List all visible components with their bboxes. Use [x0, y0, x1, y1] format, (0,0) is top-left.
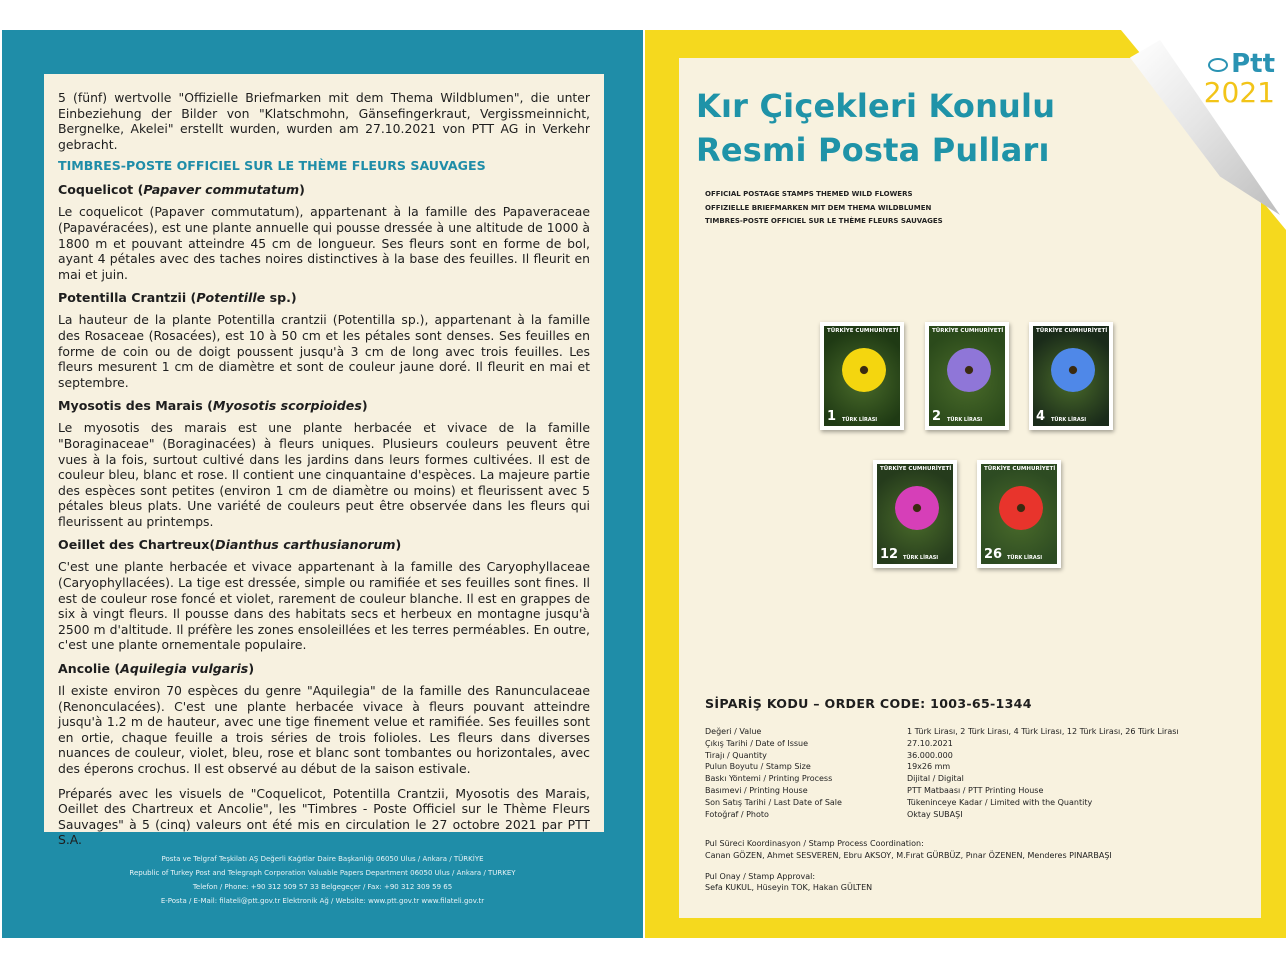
publisher-footer — [2, 852, 643, 908]
approval-label: Pul Onay / Stamp Approval: — [705, 871, 816, 881]
left-text-panel — [44, 74, 604, 848]
section-title-myosotis: Myosotis des Marais (Myosotis scorpioides) — [58, 398, 368, 414]
stamp-currency: TÜRK LİRASI — [842, 417, 878, 423]
intro-paragraph-de: 5 (fünf) wertvolle "Offizielle Briefmarken mit dem Thema Wildblumen", die unter Einbeziehung der Bilder von "Klatschmohn, Gänsefingerkraut, Vergissmeinnicht, Bergnelke, Akelei" erstellt wurden, wurden am 27.10.2021 von PTT AG in Verkehr gebracht. — [58, 90, 590, 152]
spec-label: Baskı Yöntemi / Printing Process — [705, 774, 833, 784]
blue-forget-me-not-icon — [1051, 348, 1095, 392]
section-text-myosotis: Le myosotis des marais est une plante herbacée et vivace de la famille "Boraginaceae" (Boraginacées) à fleurs uniques. Plusieurs couleurs peuvent être vues à la fois, surtout cultivé dans les jardins dans leurs formes cultivées. Il est de couleur bleu, blanc et rose. Il contient une cinquantaine d'espèces. La majeure partie des espèces sont petites (environ 1 cm de diamètre ou moins) et fleurissent avec 5 pétales bleus plats. Une variété de couleurs peut être observée dans les fleurs qui fleurissent au printemps. — [58, 420, 590, 529]
title-line-1: Kır Çiçekleri Konulu — [696, 87, 1056, 125]
footer-line: Posta ve Telgraf Teşkilatı AŞ Değerli Kağıtlar Daire Başkanlığı 06050 Ulus / Ankara / TÜRKİYE — [161, 855, 484, 863]
subtitle-block — [705, 188, 943, 229]
spec-label: Fotoğraf / Photo — [705, 809, 769, 819]
spec-value: Dijital / Digital — [907, 774, 964, 784]
stamp-currency: TÜRK LİRASI — [903, 555, 939, 561]
subtitle-de: OFFIZIELLE BRIEFMARKEN MIT DEM THEMA WILDBLUMEN — [705, 203, 932, 212]
stamp — [1029, 322, 1113, 430]
footer-line: Republic of Turkey Post and Telegraph Corporation Valuable Papers Department 06050 Ulus / Ankara / TURKEY — [129, 869, 516, 877]
ptt-eye-icon — [1208, 58, 1228, 72]
spec-label: Çıkış Tarihi / Date of Issue — [705, 738, 809, 748]
spec-row — [705, 761, 1207, 773]
logo-brand: Ptt — [1231, 49, 1275, 79]
spec-row — [705, 809, 1207, 821]
section-title-coquelicot: Coquelicot (Papaver commutatum) — [58, 182, 305, 198]
coordination-label: Pul Süreci Koordinasyon / Stamp Process Coordination: — [705, 839, 924, 848]
spec-value: 19x26 mm — [907, 762, 951, 772]
approval-names: Sefa KUKUL, Hüseyin TOK, Hakan GÜLTEN — [705, 883, 873, 893]
stamp-value: 26 — [984, 547, 1003, 562]
spec-label: Pulun Boyutu / Stamp Size — [705, 762, 811, 772]
section-text-coquelicot: Le coquelicot (Papaver commutatum), appartenant à la famille des Papaveraceae (Papavéracées), est une plante annuelle qui pousse dressée à une altitude de 1000 à 1800 m et pouvant atteindre 45 cm de longueur. Ses fleurs sont en forme de bol, ayant 4 pétales avec des taches noires distinctives à la base des feuilles. Il fleurit en mai et juin. — [58, 204, 590, 282]
stamp-value: 12 — [880, 547, 899, 562]
spec-row — [705, 750, 1207, 762]
stamp — [873, 460, 957, 568]
section-title-oeillet: Oeillet des Chartreux(Dianthus carthusianorum) — [58, 537, 402, 553]
spec-value: 27.10.2021 — [907, 738, 953, 748]
left-page — [2, 30, 643, 938]
stamp-value: 2 — [932, 409, 942, 424]
spec-row — [705, 797, 1207, 809]
spec-label: Son Satış Tarihi / Last Date of Sale — [705, 797, 842, 807]
credits-block — [705, 838, 1225, 894]
stamp-header: TÜRKİYE CUMHURİYETİ — [1036, 328, 1108, 334]
footer-line: E-Posta / E-Mail: filateli@ptt.gov.tr Elektronik Ağ / Website: www.ptt.gov.tr www.filateli.gov.tr — [160, 897, 485, 905]
stamp-header: TÜRKİYE CUMHURİYETİ — [880, 466, 952, 472]
spec-value: Oktay SUBAŞI — [907, 809, 963, 819]
spec-row — [705, 785, 1207, 797]
purple-columbine-icon — [947, 348, 991, 392]
yellow-flower-icon — [842, 348, 886, 392]
stamp-header: TÜRKİYE CUMHURİYETİ — [984, 466, 1056, 472]
spec-row — [705, 726, 1207, 738]
spec-value: 36.000.000 — [907, 750, 953, 760]
stamp-header: TÜRKİYE CUMHURİYETİ — [932, 328, 1004, 334]
section-title-potentilla: Potentilla Crantzii (Potentille sp.) — [58, 290, 297, 306]
spec-value: 1 Türk Lirası, 2 Türk Lirası, 4 Türk Lirası, 12 Türk Lirası, 26 Türk Lirası — [907, 727, 1179, 736]
spec-value: Tükeninceye Kadar / Limited with the Quantity — [907, 797, 1093, 807]
spec-row — [705, 773, 1207, 785]
stamp-currency: TÜRK LİRASI — [1007, 555, 1043, 561]
section-text-potentilla: La hauteur de la plante Potentilla crantzii (Potentilla sp.), appartenant à la famille des Rosaceae (Rosacées), est 10 à 50 cm et les pétales sont denses. Ses feuilles en forme de coin ou de doigt poussent jusqu'à 3 cm de long avec trois feuilles. Les fleurs mesurent 1 cm de diamètre et sont de couleur jaune doré. Il fleurit en mai et septembre. — [58, 312, 590, 390]
stamp-currency: TÜRK LİRASI — [1051, 417, 1087, 423]
footer-line: Telefon / Phone: +90 312 509 57 33 Belgegeçer / Fax: +90 312 309 59 65 — [192, 883, 453, 891]
section-text-oeillet: C'est une plante herbacée et vivace appartenant à la famille des Caryophyllaceae (Caryophyllacées). La tige est dressée, simple ou ramifiée et ses feuilles sont fines. Il est de couleur rose foncé et violet, rarement de couleur blanche. Il est en grappes de six à vingt fleurs. Il pousse dans des habitats secs et herbeux en montagne jusqu'à 2500 m d'altitude. Il préfère les zones ensoleillées et les terres perméables. En outre, c'est une plante ornementale populaire. — [58, 559, 590, 653]
spec-label: Değeri / Value — [705, 727, 762, 736]
stamp — [977, 460, 1061, 568]
stamp — [820, 322, 904, 430]
order-code: SİPARİŞ KODU – ORDER CODE: 1003-65-1344 — [705, 696, 1032, 711]
stamp-header: TÜRKİYE CUMHURİYETİ — [827, 328, 899, 334]
spec-value: PTT Matbaası / PTT Printing House — [907, 785, 1044, 795]
page-title — [696, 84, 1055, 172]
specs-table — [705, 726, 1207, 820]
ptt-logo — [1175, 50, 1275, 120]
stamp — [925, 322, 1009, 430]
section-text-ancolie: Il existe environ 70 espèces du genre "Aquilegia" de la famille des Ranunculaceae (Renonculacées). C'est une plante herbacée vivace à fleurs pouvant atteindre jusqu'à 1.2 m de hauteur, avec une tige finement velue et ramifiée. Ses feuilles sont en ortie, chaque feuille a trois séries de trois folioles. Les fleurs dans diverses nuances de couleur, violet, bleu, rose et blanc sont tombantes ou horizontales, avec des éperons crochus. Il est observé au début de la saison estivale. — [58, 683, 590, 776]
stamp-value: 1 — [827, 409, 837, 424]
section-title-ancolie: Ancolie (Aquilegia vulgaris) — [58, 661, 255, 677]
stamp-currency: TÜRK LİRASI — [947, 417, 983, 423]
stamp-value: 4 — [1036, 409, 1046, 424]
spec-label: Tirajı / Quantity — [705, 750, 767, 760]
spec-row — [705, 738, 1207, 750]
subtitle-en: OFFICIAL POSTAGE STAMPS THEMED WILD FLOWERS — [705, 190, 913, 198]
subtitle-fr: TIMBRES-POSTE OFFICIEL SUR LE THÈME FLEURS SAUVAGES — [705, 217, 943, 226]
title-line-2: Resmi Posta Pulları — [696, 131, 1050, 169]
right-page — [645, 30, 1286, 938]
closing-paragraph: Préparés avec les visuels de "Coquelicot, Potentilla Crantzii, Myosotis des Marais, Oeillet des Chartreux et Ancolie", les "Timbres - Poste Officiel sur le Thème Fleurs Sauvages" à 5 (cinq) valeurs ont été mis en circulation le 27 octobre 2021 par PTT S.A. — [58, 785, 590, 848]
spec-label: Basımevi / Printing House — [705, 785, 808, 795]
red-poppy-icon — [999, 486, 1043, 530]
pink-dianthus-icon — [895, 486, 939, 530]
logo-year: 2021 — [1203, 76, 1275, 109]
coordination-names: Canan GÖZEN, Ahmet SESVEREN, Ebru AKSOY, M.Fırat GÜRBÜZ, Pınar ÖZENEN, Menderes PINARBAŞI — [705, 850, 1112, 860]
french-heading: TIMBRES-POSTE OFFICIEL SUR LE THÈME FLEURS SAUVAGES — [58, 158, 486, 174]
